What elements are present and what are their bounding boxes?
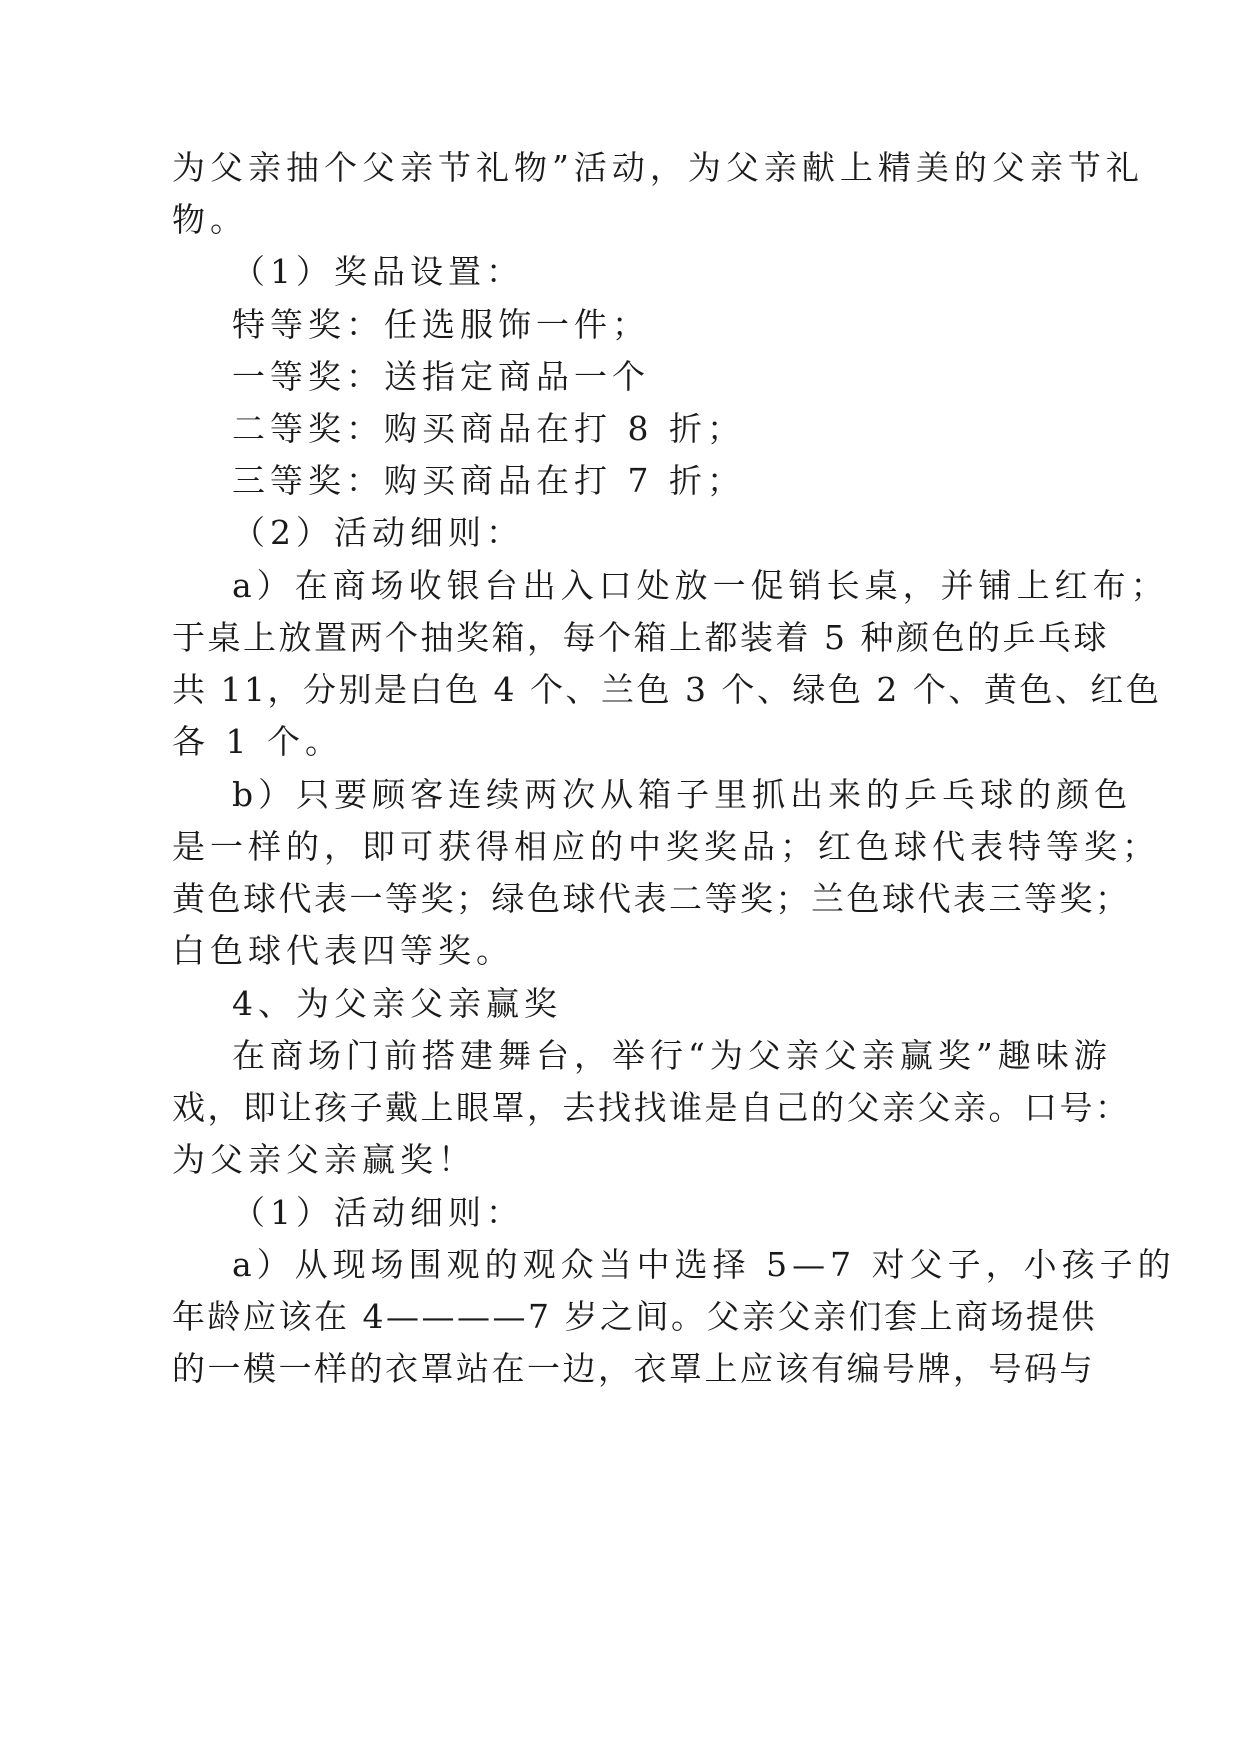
text-line: 的一模一样的衣罩站在一边，衣罩上应该有编号牌，号码与 [172, 1349, 1095, 1388]
section-heading: （1）奖品设置： [232, 252, 524, 291]
text-line: 是一样的，即可获得相应的中奖奖品；红色球代表特等奖； [172, 827, 1160, 866]
text-line: 三等奖：购买商品在打 7 折； [232, 461, 745, 500]
text-line: 于桌上放置两个抽奖箱，每个箱上都装着 5 种颜色的乒乓球 [172, 618, 1109, 657]
text-line: 共 11，分别是白色 4 个、兰色 3 个、绿色 2 个、黄色、红色 [172, 670, 1162, 709]
text-line: 二等奖：购买商品在打 8 折； [232, 409, 745, 448]
text-line: 为父亲父亲赢奖！ [172, 1140, 476, 1179]
text-line: 黄色球代表一等奖；绿色球代表二等奖；兰色球代表三等奖； [172, 879, 1131, 918]
text-line: 白色球代表四等奖。 [172, 931, 514, 970]
text-line: 在商场门前搭建舞台，举行“为父亲父亲赢奖”趣味游 [232, 1036, 1112, 1075]
section-heading: 4、为父亲父亲赢奖 [232, 984, 562, 1023]
text-line: a）从现场围观的观众当中选择 5—7 对父子，小孩子的 [232, 1245, 1176, 1284]
section-heading: （2）活动细则： [232, 513, 524, 552]
text-line: a）在商场收银台出入口处放一促销长桌，并铺上红布； [232, 566, 1169, 605]
text-line: b）只要顾客连续两次从箱子里抓出来的乒乓球的颜色 [232, 775, 1133, 814]
section-heading: （1）活动细则： [232, 1193, 524, 1232]
text-line: 各 1 个。 [172, 722, 343, 761]
text-line: 年龄应该在 4————7 岁之间。父亲父亲们套上商场提供 [172, 1297, 1097, 1336]
text-line: 戏，即让孩子戴上眼罩，去找找谁是自己的父亲父亲。口号： [172, 1088, 1131, 1127]
text-line: 特等奖：任选服饰一件； [232, 305, 650, 344]
text-line: 一等奖：送指定商品一个 [232, 357, 650, 396]
text-line: 物。 [172, 200, 248, 239]
text-line: 为父亲抽个父亲节礼物”活动，为父亲献上精美的父亲节礼 [172, 148, 1144, 187]
